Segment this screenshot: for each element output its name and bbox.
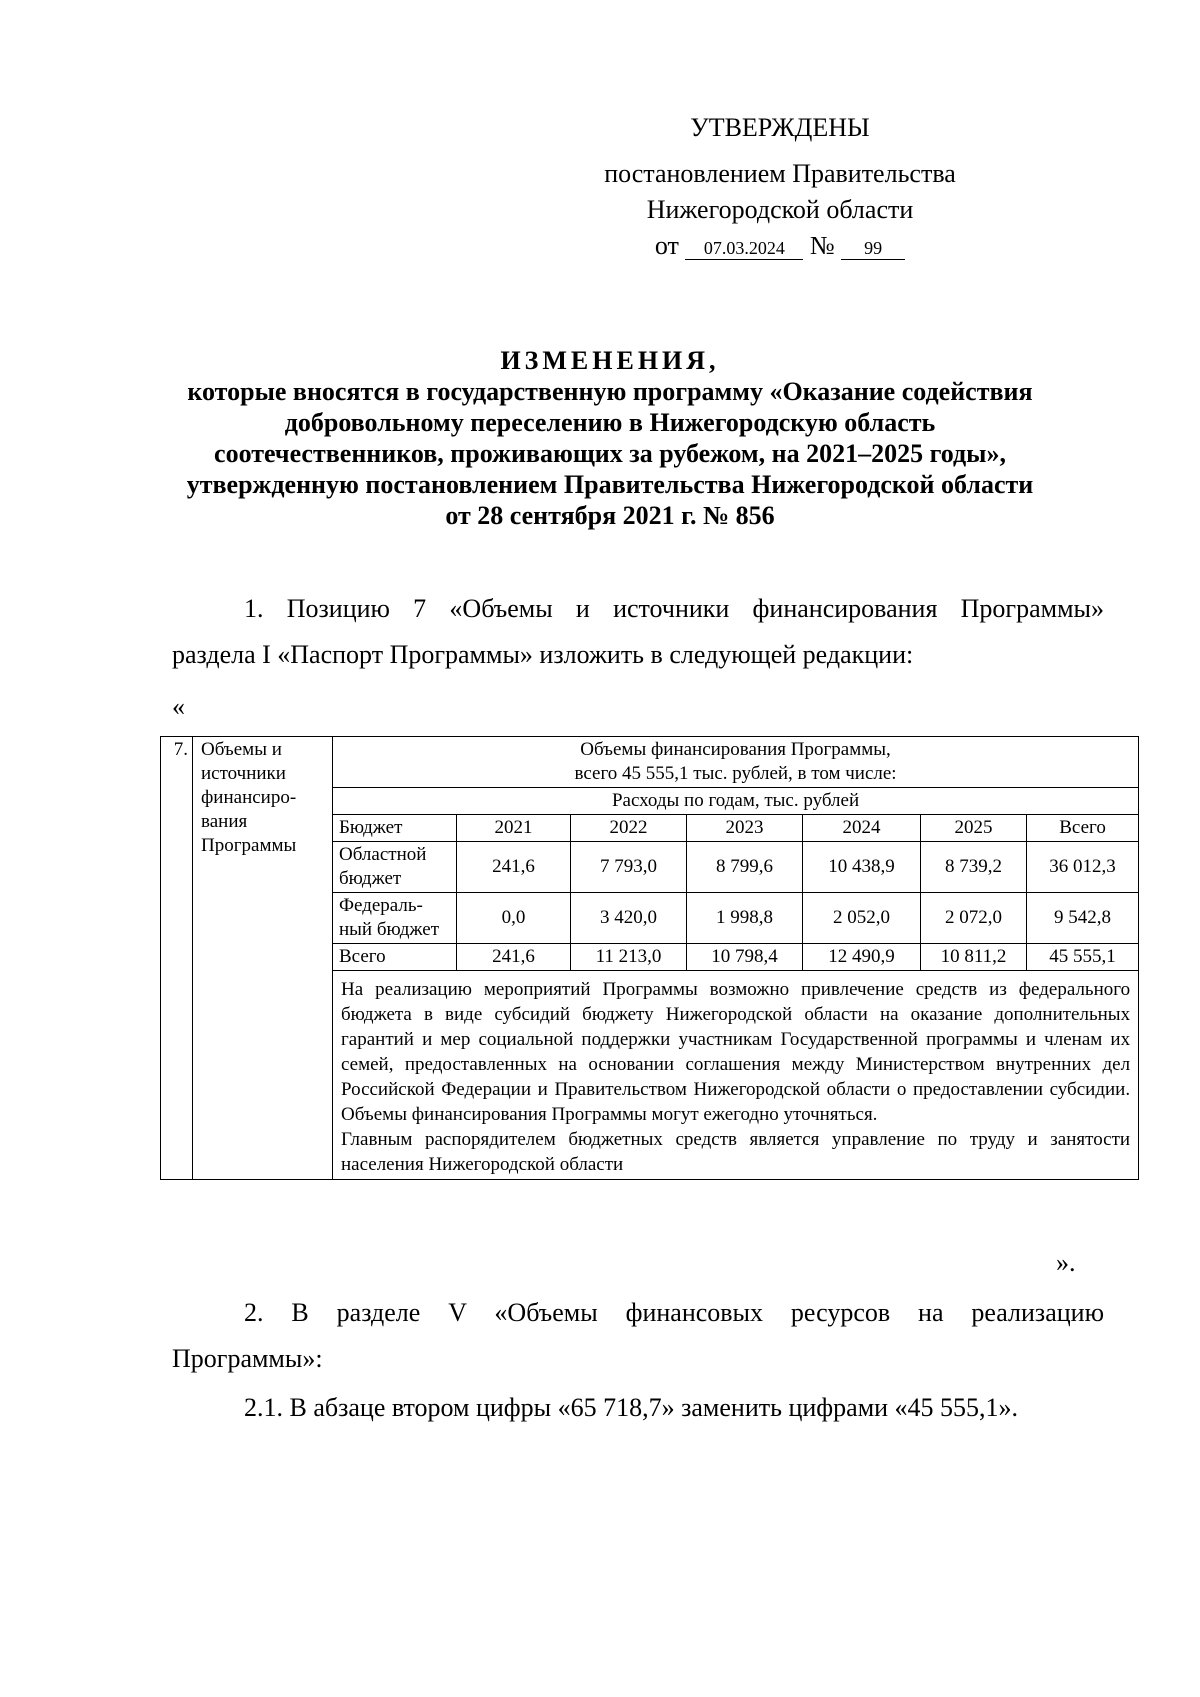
- column-header: Бюджет: [333, 815, 457, 842]
- column-header: 2024: [803, 815, 921, 842]
- note-paragraph-1: На реализацию мероприятий Программы возможно привлечение средств из федерального бюджета в виде субсидий бюджету Нижегородской области на оказание дополнительных гарантий и мер социальной поддержки участникам Государственной программы и членам их семей, предоставленных на основании соглашения между Министерством внутренних дел Российской Федерации и Правительством Нижегородской области о предоставлении субсидии. Объемы финансирования Программы могут ежегодно уточняться.: [341, 979, 1131, 1125]
- position-number: 7.: [161, 737, 193, 1180]
- table-cell: 241,6: [457, 842, 571, 893]
- column-header: 2023: [687, 815, 803, 842]
- paragraph-2: [172, 1290, 1104, 1382]
- approval-date-line: [560, 228, 1000, 264]
- title-line-1: которые вносятся в государственную программу «Оказание содействия: [187, 377, 1033, 406]
- approved-heading: УТВЕРЖДЕНЫ: [690, 113, 870, 142]
- table-cell: 11 213,0: [571, 944, 687, 971]
- table-subheader: Расходы по годам, тыс. рублей: [333, 788, 1139, 815]
- table-cell: 3 420,0: [571, 893, 687, 944]
- title-main: ИЗМЕНЕНИЯ,: [500, 346, 720, 375]
- column-header: 2025: [921, 815, 1027, 842]
- document-title: [150, 345, 1070, 531]
- approval-line-2: Нижегородской области: [646, 195, 914, 224]
- paragraph-2-continuation: Программы»:: [172, 1344, 323, 1373]
- table-header-line-2: всего 45 555,1 тыс. рублей, в том числе:: [574, 763, 897, 784]
- paragraph-1-first-line: 1. Позицию 7 «Объемы и источники финансирования Программы»: [244, 594, 1104, 623]
- column-header: 2021: [457, 815, 571, 842]
- row-label: Всего: [333, 944, 457, 971]
- title-line-4: утвержденную постановлением Правительства Нижегородской области: [186, 470, 1034, 499]
- table-cell: 10 798,4: [687, 944, 803, 971]
- table-cell: 2 052,0: [803, 893, 921, 944]
- position-name: Объемы и источники финансиро-вания Программы: [193, 737, 333, 1180]
- quote-close: ».: [1056, 1248, 1076, 1277]
- table-cell: 36 012,3: [1027, 842, 1139, 893]
- paragraph-3: 2.1. В абзаце втором цифры «65 718,7» заменить цифрами «45 555,1».: [244, 1393, 1019, 1422]
- table-cell: 1 998,8: [687, 893, 803, 944]
- approval-line-1: постановлением Правительства: [604, 159, 956, 188]
- approval-block: [560, 110, 1000, 264]
- financing-table: [160, 736, 1139, 1180]
- table-header-line-1: Объемы финансирования Программы,: [580, 739, 891, 760]
- row-label: Областной бюджет: [333, 842, 457, 893]
- table-cell: 10 811,2: [921, 944, 1027, 971]
- date-prefix: от: [654, 231, 679, 260]
- row-label: Федераль-ный бюджет: [333, 893, 457, 944]
- column-header: Всего: [1027, 815, 1139, 842]
- column-header: 2022: [571, 815, 687, 842]
- table-header: [333, 737, 1139, 788]
- paragraph-1-continuation: раздела I «Паспорт Программы» изложить в следующей редакции:: [172, 640, 914, 669]
- approval-number-field: 99: [841, 237, 905, 260]
- quote-open: «: [172, 692, 185, 721]
- table-note: [333, 971, 1139, 1180]
- table-cell: 45 555,1: [1027, 944, 1139, 971]
- table-cell: 8 799,6: [687, 842, 803, 893]
- approval-date-field: 07.03.2024: [685, 237, 803, 260]
- title-line-2: добровольному переселению в Нижегородскую область: [284, 408, 936, 437]
- table-cell: 2 072,0: [921, 893, 1027, 944]
- table-cell: 0,0: [457, 893, 571, 944]
- table-cell: 7 793,0: [571, 842, 687, 893]
- title-line-5: от 28 сентября 2021 г. № 856: [445, 501, 775, 530]
- table-cell: 241,6: [457, 944, 571, 971]
- title-line-3: соотечественников, проживающих за рубежом, на 2021–2025 годы»,: [214, 439, 1006, 468]
- table-header-row-1: [161, 737, 1139, 788]
- paragraph-2-first-line: 2. В разделе V «Объемы финансовых ресурсов на реализацию: [244, 1298, 1104, 1327]
- paragraph-1: [172, 586, 1104, 678]
- table-cell: 10 438,9: [803, 842, 921, 893]
- table-cell: 12 490,9: [803, 944, 921, 971]
- number-sign: №: [809, 231, 835, 260]
- note-paragraph-2: Главным распорядителем бюджетных средств является управление по труду и занятости населения Нижегородской области: [341, 1129, 1131, 1175]
- table-cell: 9 542,8: [1027, 893, 1139, 944]
- table-cell: 8 739,2: [921, 842, 1027, 893]
